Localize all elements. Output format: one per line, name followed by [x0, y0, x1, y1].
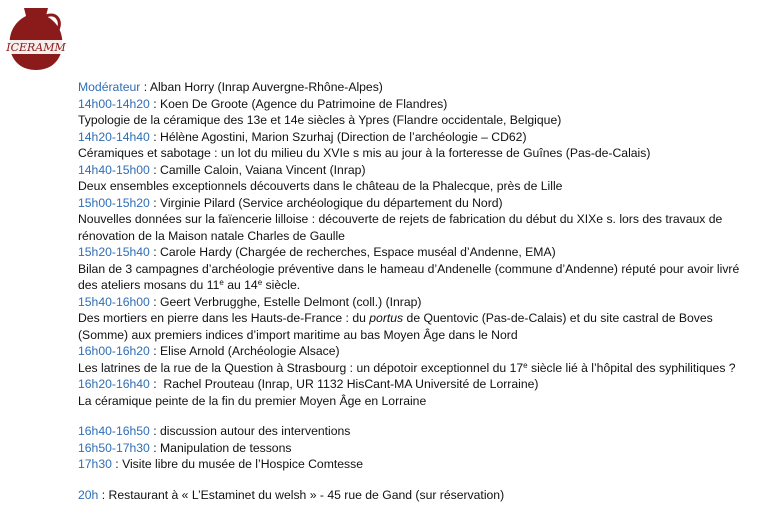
talk-title: Des mortiers en pierre dans les Hauts-de-France : du portus de Quentovic (Pas-de-Calais) et du site castral de Boves (Somme) aux premiers indices d’import maritime au bas Moyen Âge dans le Nord [78, 311, 713, 342]
schedule-item: 16h40-16h50 : discussion autour des interventions [78, 424, 351, 438]
talk-time-line: 15h20-15h40 : Carole Hardy (Chargée de recherches, Espace muséal d’Andenne, EMA) [78, 245, 556, 259]
talk-speakers: Carole Hardy (Chargée de recherches, Espace muséal d’Andenne, EMA) [160, 245, 556, 259]
schedule-text: Visite libre du musée de l’Hospice Comtesse [122, 457, 363, 471]
moderator-label: Modérateur [78, 80, 141, 94]
program [78, 79, 748, 503]
talk-title: Les latrines de la rue de la Question à Strasbourg : un dépotoir exceptionnel du 17e siècle lié à l’hôpital des syphilitiques ? [78, 360, 736, 375]
dinner-text: Restaurant à « L’Estaminet du welsh » - 45 rue de Gand (sur réservation) [108, 487, 505, 502]
talk-speakers: Elise Arnold (Archéologie Alsace) [160, 344, 340, 358]
talk-title: Bilan de 3 campagnes d’archéologie préventive dans le hameau d’Andenelle (commune d’Andenne) réputé pour avoir livré des ateliers mosans du 11e au 14e siècle. [78, 261, 740, 292]
talk-time-line: 15h40-16h00 : Geert Verbrugghe, Estelle Delmont (coll.) (Inrap) [78, 294, 422, 309]
talk-time: 14h40-15h00 [78, 162, 150, 177]
talk-time: 15h20-15h40 [78, 245, 150, 259]
talk-title: La céramique peinte de la fin du premier Moyen Âge en Lorraine [78, 393, 427, 408]
dinner-item: 20h : Restaurant à « L’Estaminet du welsh » - 45 rue de Gand (sur réservation) [78, 487, 505, 502]
talk-title: Céramiques et sabotage : un lot du milieu du XVIe s mis au jour à la forteresse de Guînes (Pas-de-Calais) [78, 146, 651, 160]
schedule-time: 17h30 [78, 457, 112, 471]
talk-time: 14h00-14h20 [78, 96, 150, 111]
talk-time-line: 16h00-16h20 : Elise Arnold (Archéologie Alsace) [78, 344, 340, 358]
schedule-item: 16h50-17h30 : Manipulation de tessons [78, 440, 292, 455]
schedule-text: Manipulation de tessons [160, 440, 292, 455]
moderator-line: Modérateur : Alban Horry (Inrap Auvergne-Rhône-Alpes) [78, 80, 383, 94]
talk-time-line: 14h00-14h20 : Koen De Groote (Agence du Patrimoine de Flandres) [78, 96, 448, 111]
talk-speakers: Geert Verbrugghe, Estelle Delmont (coll.) (Inrap) [160, 294, 422, 309]
talk-time: 16h00-16h20 [78, 344, 150, 358]
jug-icon [4, 4, 68, 74]
talk-time: 14h20-14h40 [78, 129, 150, 144]
talk-time: 16h20-16h40 [78, 377, 150, 391]
logo-text: ICERAMM [6, 41, 66, 54]
talk-title: Typologie de la céramique des 13e et 14e siècles à Ypres (Flandre occidentale, Belgique) [78, 113, 562, 127]
talk-speakers: Hélène Agostini, Marion Szurhaj (Direction de l’archéologie – CD62) [160, 129, 527, 144]
talk-time-line: 14h20-14h40 : Hélène Agostini, Marion Szurhaj (Direction de l’archéologie – CD62) [78, 129, 527, 144]
talk-speakers: Koen De Groote (Agence du Patrimoine de Flandres) [160, 96, 448, 111]
talk-speakers: Virginie Pilard (Service archéologique du département du Nord) [160, 195, 503, 210]
talk-speakers: Rachel Prouteau (Inrap, UR 1132 HisCant-MA Université de Lorraine) [163, 377, 539, 391]
schedule-time: 16h40-16h50 [78, 424, 150, 438]
talk-time-line: 16h20-16h40 : Rachel Prouteau (Inrap, UR 1132 HisCant-MA Université de Lorraine) [78, 377, 539, 391]
talk-speakers: Camille Caloin, Vaiana Vincent (Inrap) [160, 162, 366, 177]
talk-time-line: 15h00-15h20 : Virginie Pilard (Service archéologique du département du Nord) [78, 195, 503, 210]
schedule-item: 17h30 : Visite libre du musée de l’Hospice Comtesse [78, 457, 363, 471]
talk-title: Nouvelles données sur la faïencerie lilloise : découverte de rejets de fabrication du début du XIXe s. lors des travaux de rénovation de la Maison natale Charles de Gaulle [78, 212, 723, 243]
dinner-time: 20h [78, 487, 99, 502]
talk-time: 15h00-15h20 [78, 195, 150, 210]
iceramm-logo [4, 4, 68, 74]
talk-time-line: 14h40-15h00 : Camille Caloin, Vaiana Vincent (Inrap) [78, 162, 366, 177]
talk-time: 15h40-16h00 [78, 294, 150, 309]
schedule-time: 16h50-17h30 [78, 440, 150, 455]
talk-title: Deux ensembles exceptionnels découverts dans le château de la Phalecque, près de Lille [78, 179, 563, 193]
schedule-text: discussion autour des interventions [160, 424, 351, 438]
moderator-name: Alban Horry (Inrap Auvergne-Rhône-Alpes) [149, 80, 383, 94]
